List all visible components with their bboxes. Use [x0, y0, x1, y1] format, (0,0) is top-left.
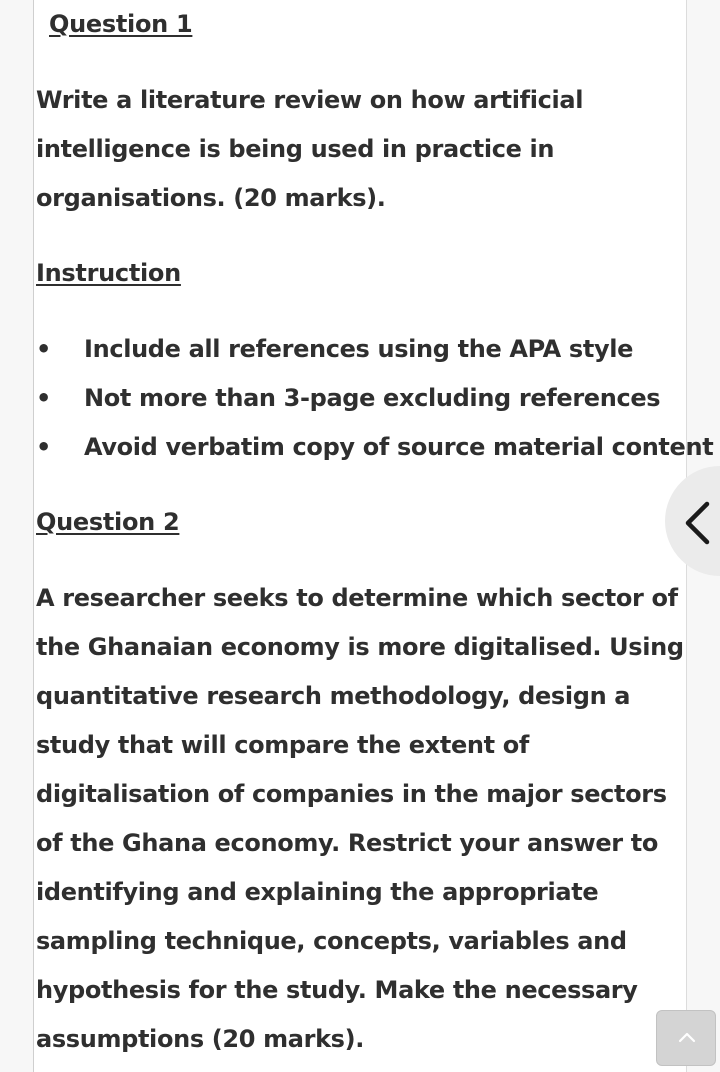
document-page: [33, 0, 714, 1072]
scroll-to-top-button[interactable]: [656, 1010, 716, 1066]
instruction-heading: Instruction: [36, 259, 181, 287]
chevron-up-icon: [678, 1031, 696, 1043]
question-1-body: Write a literature review on how artificial intelligence is being used in practice in organisations. (20 marks).: [36, 86, 584, 212]
question-2-body: A researcher seeks to determine which sector of the Ghanaian economy is more digitalised. Using quantitative research methodology, design a study that will compare the extent of digitalisation of companies in the major sectors of the Ghana economy. Restrict your answer to identifying and explaining the appropriate sampling technique, concepts, variables and hypothesis for the study. Make the necessary assumptions (20 marks).: [36, 584, 684, 1053]
list-item-text: Include all references using the APA style: [84, 335, 634, 363]
chevron-left-icon: [683, 501, 713, 545]
list-item-text: Not more than 3-page excluding references: [84, 384, 661, 412]
question-2-heading: Question 2: [36, 508, 180, 536]
list-item: [36, 325, 696, 374]
bullet-icon: •: [36, 335, 51, 363]
bullet-icon: •: [36, 384, 51, 412]
instruction-list: [36, 325, 714, 472]
list-item: [36, 374, 696, 423]
question-1-heading: Question 1: [49, 10, 193, 38]
bullet-icon: •: [36, 433, 51, 461]
list-item-text: Avoid verbatim copy of source material content: [84, 433, 714, 461]
list-item: [36, 423, 714, 472]
